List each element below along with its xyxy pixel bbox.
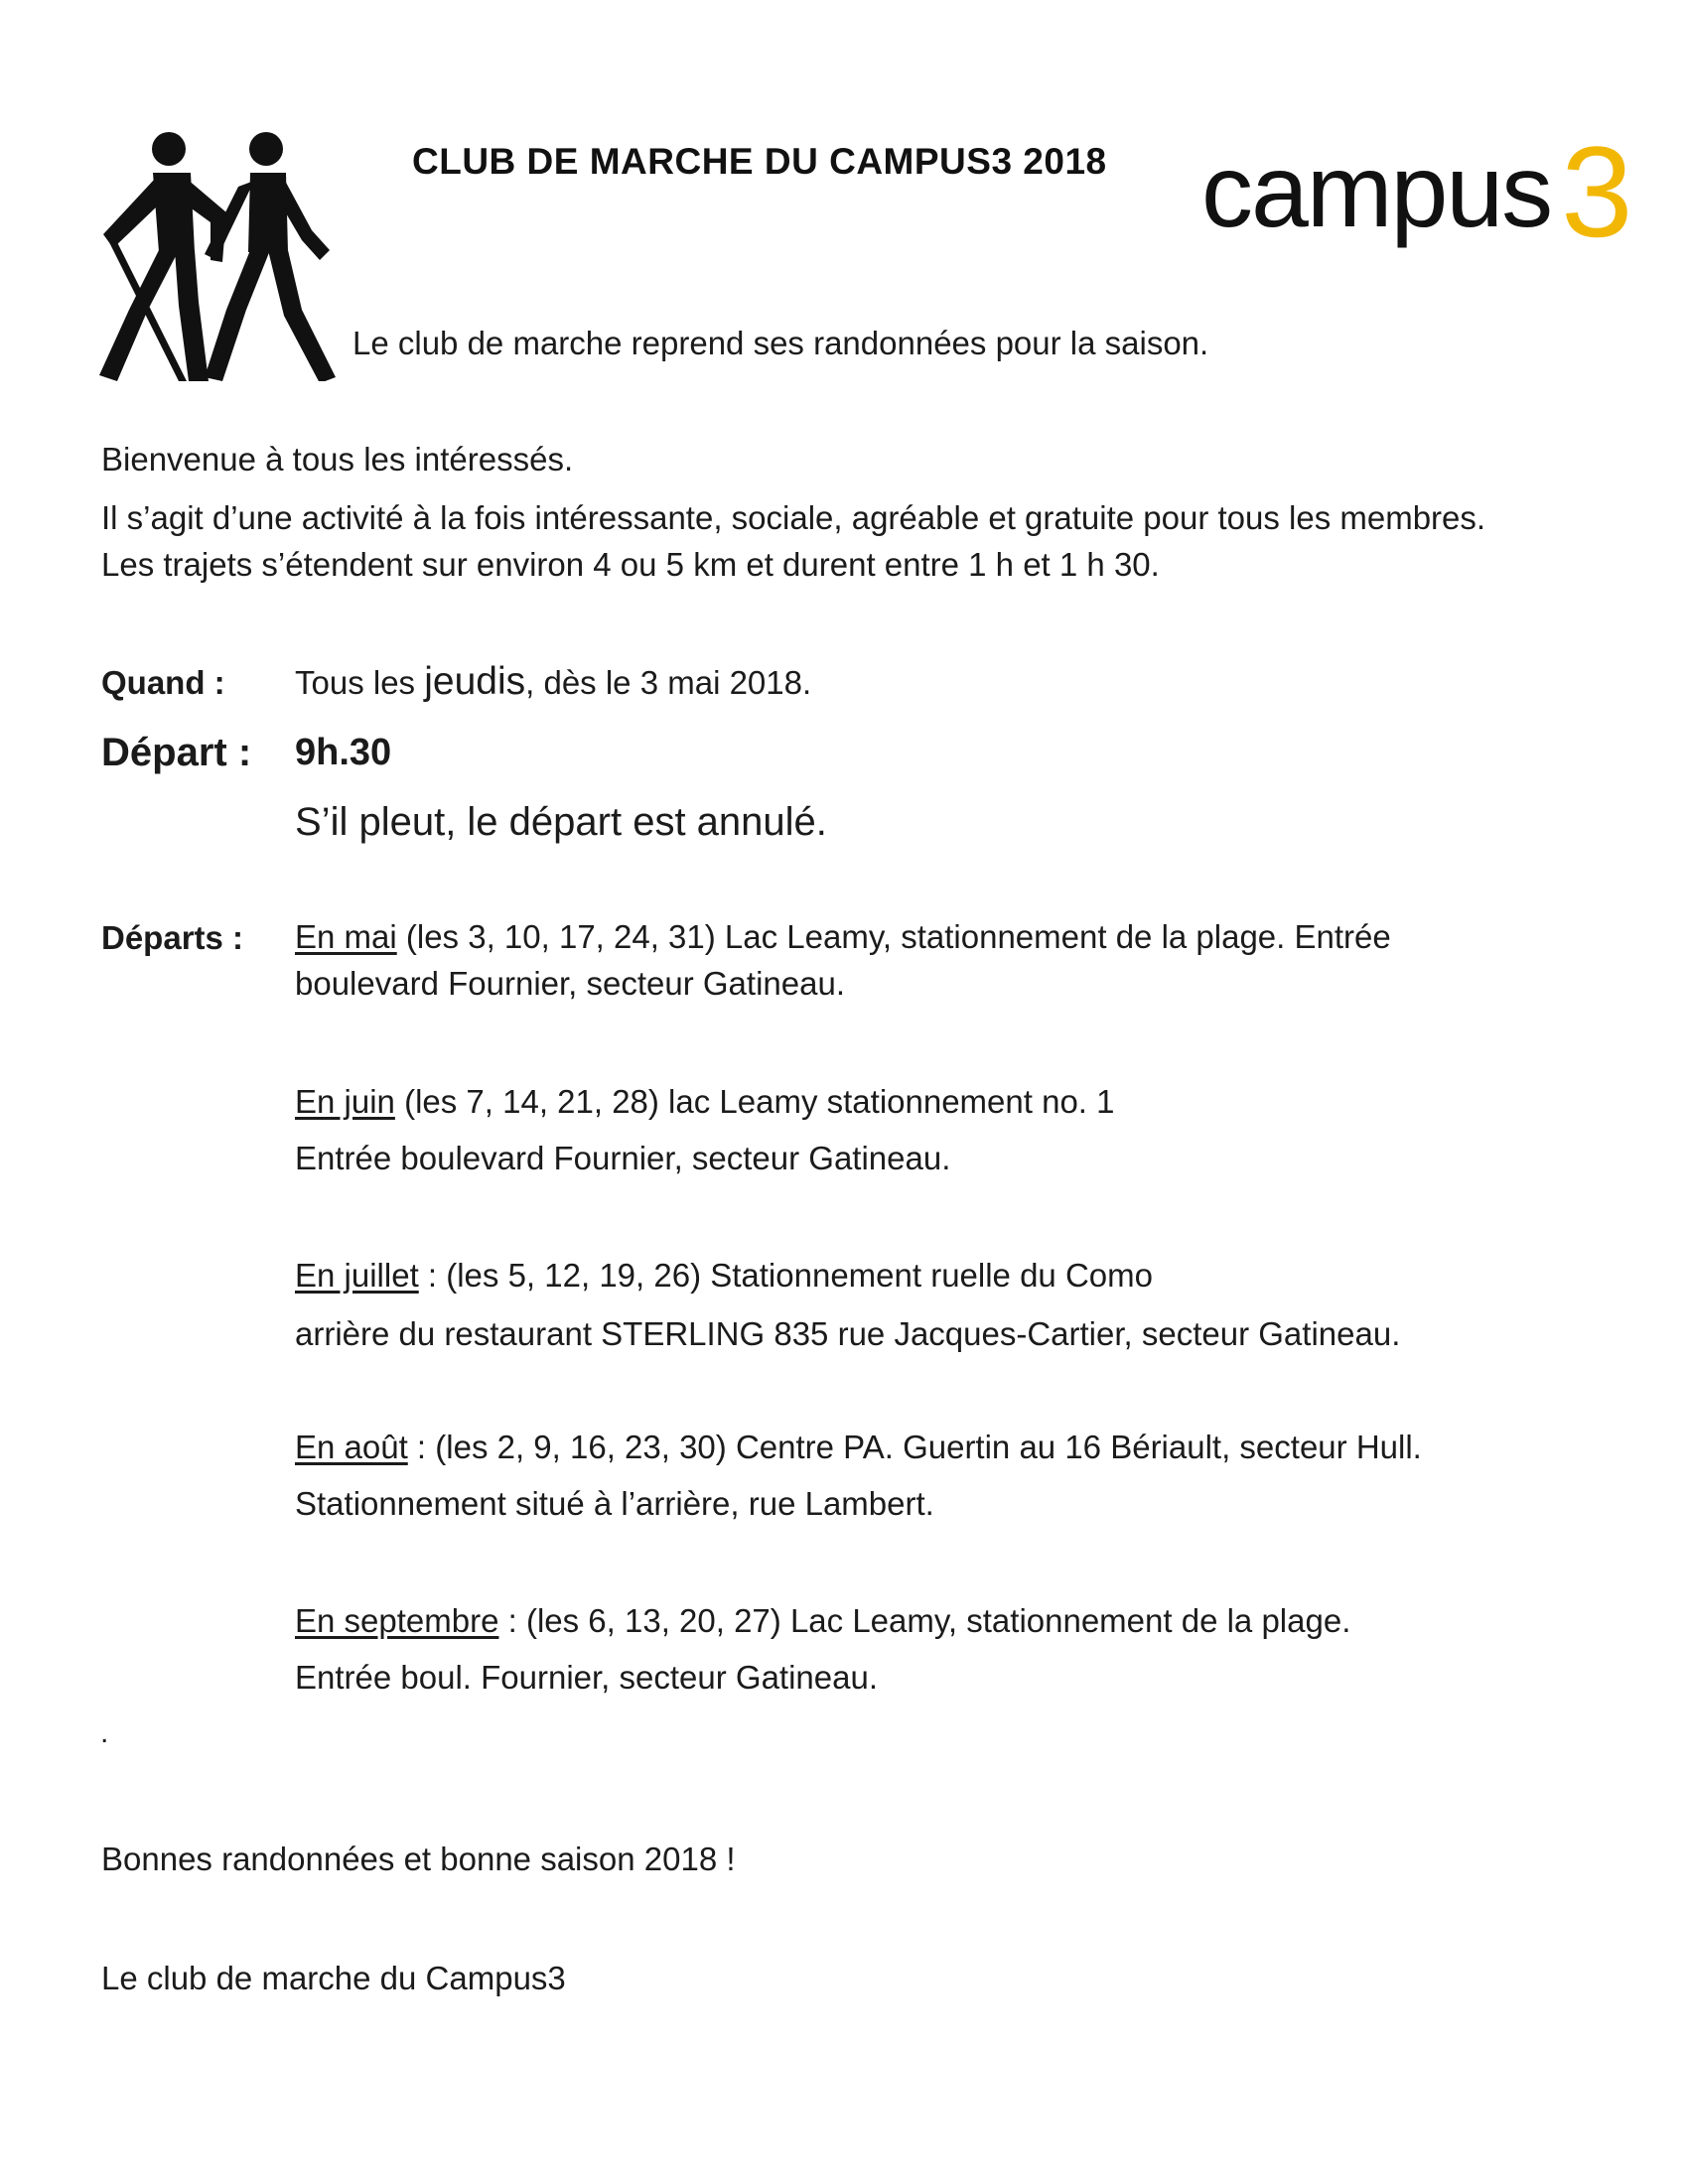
stray-dot: .	[100, 1716, 109, 1749]
departure-details: : (les 5, 12, 19, 26) Stationnement ruelle du Como	[418, 1257, 1153, 1294]
departure-item-may	[295, 917, 1391, 1003]
month-label: En juillet	[295, 1257, 419, 1294]
signature: Le club de marche du Campus3	[101, 1960, 566, 1996]
departure-details: : (les 2, 9, 16, 23, 30) Centre PA. Guertin au 16 Bériault, secteur Hull.	[407, 1429, 1422, 1465]
departure-location: Entrée boul. Fournier, secteur Gatineau.	[295, 1658, 879, 1696]
departure-details: : (les 6, 13, 20, 27) Lac Leamy, stationnement de la plage.	[498, 1602, 1351, 1639]
month-label: En août	[295, 1429, 408, 1465]
when-suffix: , dès le 3 mai 2018.	[525, 664, 812, 701]
departure-item-july	[295, 1256, 1400, 1353]
departure-label: Départ :	[101, 731, 252, 774]
when-label: Quand :	[101, 664, 225, 701]
departures-label: Départs :	[101, 919, 244, 956]
rain-note: S’il pleut, le départ est annulé.	[295, 800, 827, 844]
departure-item-september	[295, 1601, 1350, 1697]
logo-number: 3	[1561, 119, 1633, 264]
departure-location: Entrée boulevard Fournier, secteur Gatineau.	[295, 1139, 951, 1176]
departure-location: arrière du restaurant STERLING 835 rue Jacques-Cartier, secteur Gatineau.	[295, 1314, 1401, 1352]
when-value	[295, 659, 811, 706]
month-label: En septembre	[295, 1602, 499, 1639]
campus3-logo	[1201, 117, 1633, 264]
document-title: CLUB DE MARCHE DU CAMPUS3 2018	[412, 141, 1107, 182]
departure-details: (les 3, 10, 17, 24, 31) Lac Leamy, stationnement de la plage. Entrée	[396, 918, 1391, 955]
hikers-icon	[99, 127, 338, 381]
description-text: Il s’agit d’une activité à la fois intéressante, sociale, agréable et gratuite pour tous les membres. Les trajets s’étendent sur environ 4 ou 5 km et durent entre 1 h et 1 h 30.	[101, 499, 1486, 583]
intro-resume: Le club de marche reprend ses randonnées pour la saison.	[352, 325, 1209, 361]
welcome-text: Bienvenue à tous les intéressés.	[101, 441, 574, 478]
departure-location: Stationnement situé à l’arrière, rue Lambert.	[295, 1484, 934, 1522]
departure-item-august	[295, 1428, 1422, 1523]
closing-wish: Bonnes randonnées et bonne saison 2018 !	[101, 1841, 736, 1877]
when-day: jeudis	[424, 660, 526, 703]
when-prefix: Tous les	[295, 664, 425, 701]
logo-wordmark: campus	[1201, 134, 1552, 249]
month-label: En mai	[295, 918, 397, 955]
departure-details: (les 7, 14, 21, 28) lac Leamy stationnement no. 1	[394, 1083, 1115, 1120]
month-label: En juin	[295, 1083, 395, 1120]
departure-location: boulevard Fournier, secteur Gatineau.	[295, 964, 845, 1002]
departure-item-june	[295, 1082, 1115, 1177]
departure-time: 9h.30	[295, 732, 392, 773]
